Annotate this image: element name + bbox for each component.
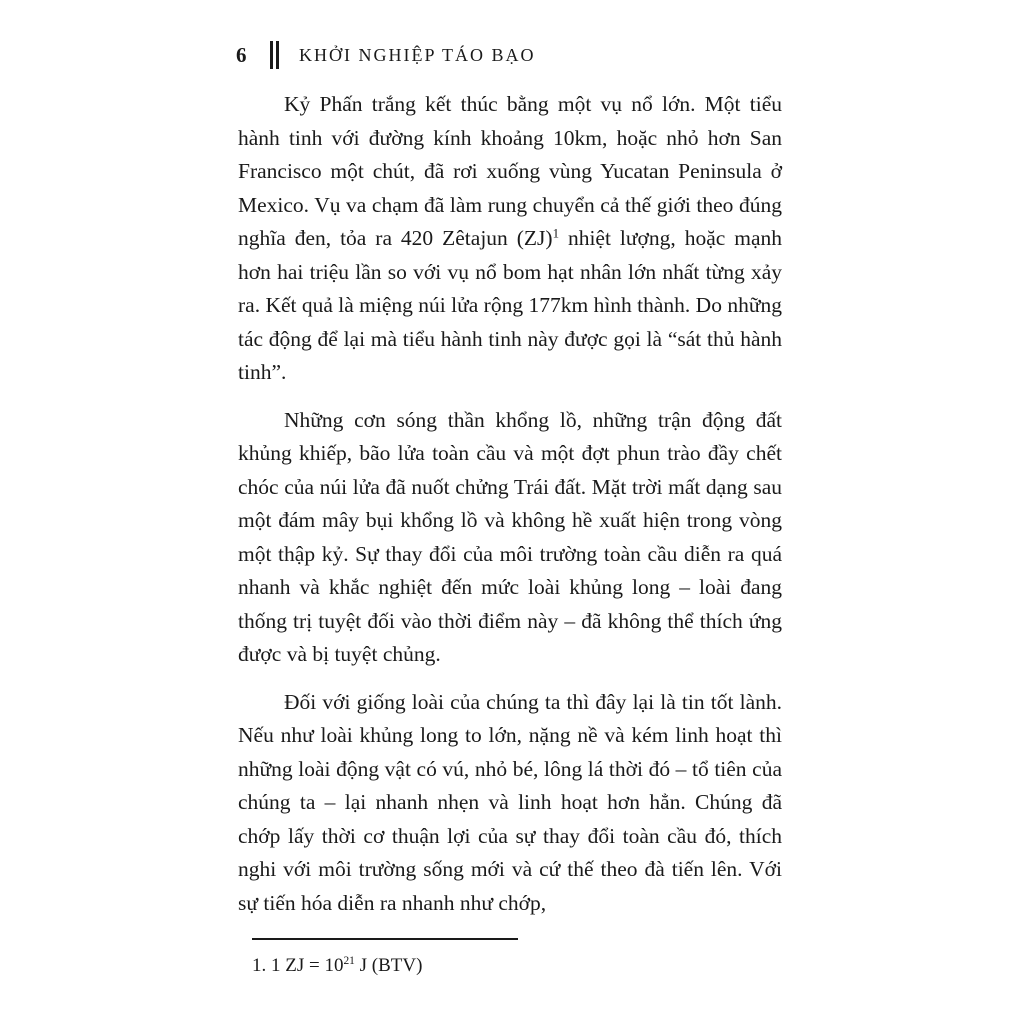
footnote-text-a: 1. 1 ZJ = 10 bbox=[252, 955, 344, 976]
footnote bbox=[252, 955, 422, 977]
book-title: KHỞI NGHIỆP TÁO BẠO bbox=[299, 44, 536, 65]
double-bar-divider bbox=[270, 41, 279, 69]
footnote-marker: 1 bbox=[552, 226, 560, 241]
paragraph-1 bbox=[238, 88, 782, 390]
running-header bbox=[236, 38, 536, 72]
footnote-text-b: J (BTV) bbox=[354, 955, 423, 976]
paragraph-1-text-b: nhiệt lượng, hoặc mạnh hơn hai triệu lần so với vụ nổ bom hạt nhân lớn nhất từng xảy ra. Kết quả là miệng núi lửa rộng 177km hình thành. Do những tác động để lại mà tiểu hành tinh này được gọi là “sát thủ hành tinh”. bbox=[238, 226, 783, 384]
paragraph-3: Đối với giống loài của chúng ta thì đây lại là tin tốt lành. Nếu như loài khủng long to lớn, nặng nề và kém linh hoạt thì những loài động vật có vú, nhỏ bé, lông lá thời đó – tổ tiên của chúng ta – lại nhanh nhẹn và linh hoạt hơn hẳn. Chúng đã chớp lấy thời cơ thuận lợi của sự thay đổi toàn cầu đó, thích nghi với môi trường sống mới và cứ thế theo đà tiến lên. Với sự tiến hóa diễn ra nhanh như chớp, bbox=[238, 689, 782, 915]
body-text bbox=[238, 88, 782, 920]
footnote-exponent: 21 bbox=[343, 955, 355, 968]
footnote-divider bbox=[252, 938, 518, 940]
paragraph-2: Những cơn sóng thần khổng lồ, những trận động đất khủng khiếp, bão lửa toàn cầu và một đợt phun trào đầy chết chóc của núi lửa đã nuốt chửng Trái đất. Mặt trời mất dạng sau một đám mây bụi khổng lồ và không hề xuất hiện trong vòng một thập kỷ. Sự thay đổi của môi trường toàn cầu diễn ra quá nhanh và khắc nghiệt đến mức loài khủng long – loài đang thống trị tuyệt đối vào thời điểm này – đã không thể thích ứng được và bị tuyệt chủng. bbox=[238, 407, 782, 666]
paragraph-1-text-a: Kỷ Phấn trắng kết thúc bằng một vụ nổ lớn. Một tiểu hành tinh với đường kính khoảng 10km, hoặc nhỏ hơn San Francisco một chút, đã rơi xuống vùng Yucatan Peninsula ở Mexico. Vụ va chạm đã làm rung chuyển cả thế giới theo đúng nghĩa đen, tỏa ra 420 Zêtajun (ZJ) bbox=[238, 92, 782, 250]
page-number: 6 bbox=[236, 42, 247, 67]
